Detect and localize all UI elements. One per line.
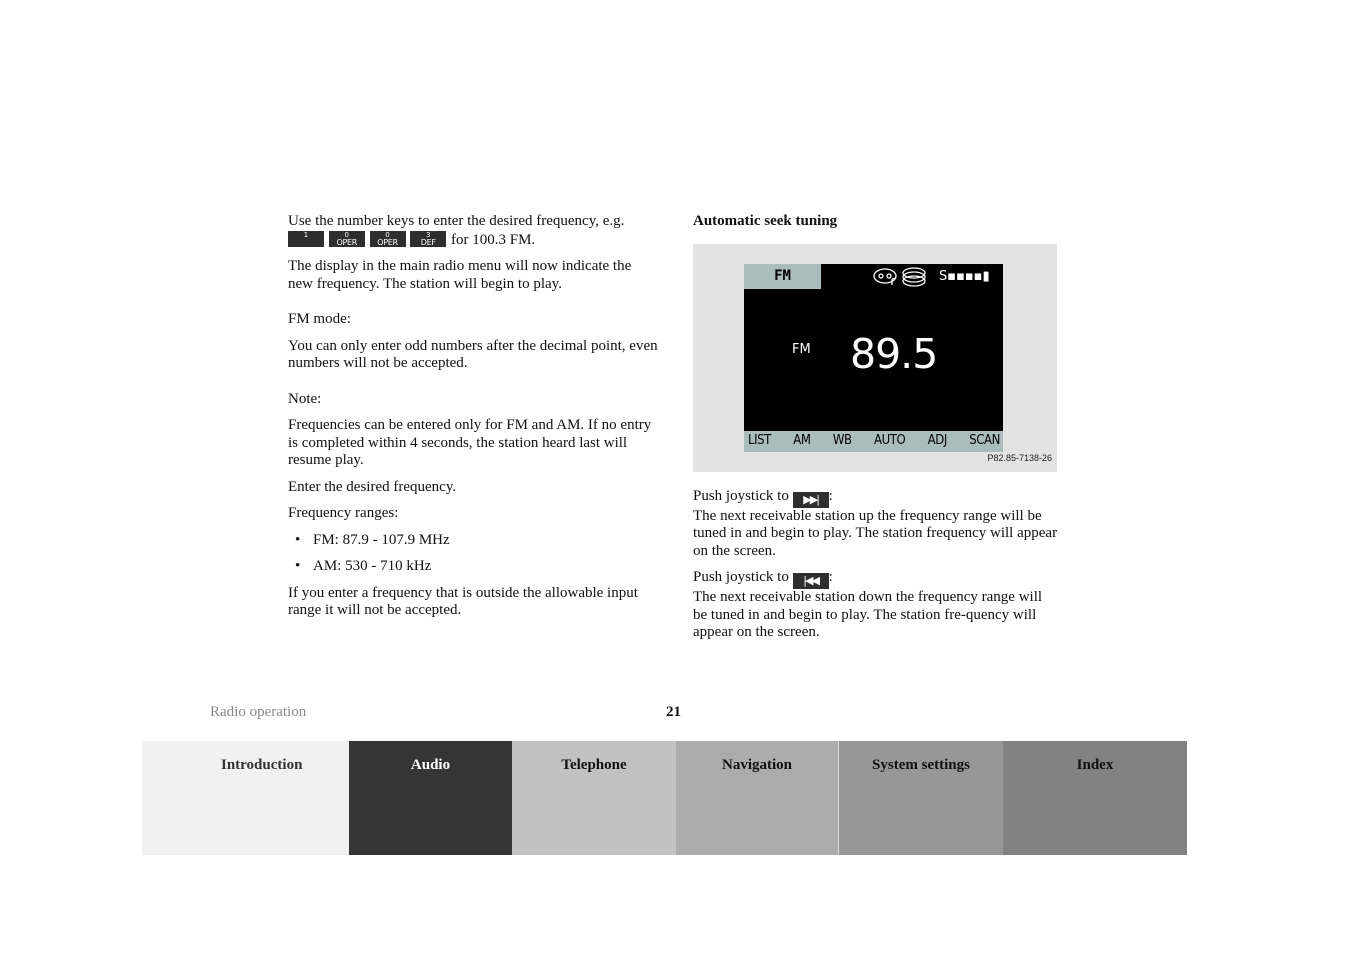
intro-text: Use the number keys to enter the desired frequency, e.g. xyxy=(288,213,625,229)
cassette-note-icon xyxy=(874,269,896,285)
key-0: 0 OPER xyxy=(370,231,406,247)
enter-frequency-text: Enter the desired frequency. xyxy=(288,478,457,495)
tab-index[interactable]: Index xyxy=(1003,741,1187,855)
ranges-label: Frequency ranges: xyxy=(288,505,399,521)
chapter-tabs xyxy=(142,741,1187,855)
list-item: • FM: 87.9 - 107.9 MHz xyxy=(295,531,450,548)
media-icons xyxy=(872,267,932,287)
list-item: • AM: 530 - 710 kHz xyxy=(295,558,432,574)
right-column xyxy=(693,213,1059,642)
bullet-icon: • xyxy=(295,531,301,548)
key-3: 3 DEF xyxy=(410,231,446,247)
radio-screen xyxy=(744,264,1003,452)
softkey-wb: WB xyxy=(832,433,852,449)
push-up-paragraph: Push joystick to ▶▶| : The next receivable station up the frequency range will be tuned in and begin to play. The station frequency will appear on the screen. xyxy=(693,487,1058,559)
display-paragraph: The display in the main radio menu will now indicate the new frequency. The station will begin to play. xyxy=(288,258,632,292)
intro-text-end: for 100.3 FM. xyxy=(451,231,536,248)
softkey-adj: ADJ xyxy=(927,433,947,449)
footer-section-title: Radio operation xyxy=(210,704,307,720)
radio-display-figure xyxy=(693,244,1057,472)
ranges-list xyxy=(288,532,658,576)
bullet-icon: • xyxy=(295,558,301,574)
left-column xyxy=(288,213,658,620)
note-label: Note: xyxy=(288,390,322,407)
softkey-bar xyxy=(744,431,1003,452)
tab-audio[interactable]: Audio xyxy=(349,741,512,855)
tab-system-settings[interactable]: System settings xyxy=(839,741,1003,855)
push-down-paragraph: Push joystick to |◀◀ : The next receivable station down the frequency range will be tuned in and begin to play. The station fre-quency will appear on the screen. xyxy=(693,569,1043,640)
page-number: 21 xyxy=(666,704,681,720)
fm-mode-label: FM mode: xyxy=(288,311,351,327)
softkey-auto: AUTO xyxy=(874,433,906,449)
tab-telephone[interactable]: Telephone xyxy=(512,741,676,855)
section-heading: Automatic seek tuning xyxy=(693,213,838,229)
note-text: Frequencies can be entered only for FM and AM. If no entry is completed within 4 seconds, the station heard last will resume play. xyxy=(288,417,652,468)
screen-band-tab: FM xyxy=(744,264,821,289)
key-0: 0 OPER xyxy=(329,231,365,247)
screen-frequency: 89.5 xyxy=(850,329,938,378)
cd-stack-icon xyxy=(903,268,925,286)
seek-forward-icon: ▶▶| xyxy=(793,492,829,508)
intro-paragraph xyxy=(288,213,658,249)
figure-code: P82.85-7138-26 xyxy=(987,453,1052,463)
tab-navigation[interactable]: Navigation xyxy=(676,741,839,855)
signal-strength-indicator: S▪▪▪▪▮ xyxy=(939,268,990,284)
fm-mode-text: You can only enter odd numbers after the decimal point, even numbers will not be accepted. xyxy=(288,337,658,371)
softkey-am: AM xyxy=(793,433,811,449)
key-1: 1 xyxy=(288,231,324,247)
screen-band-label: FM xyxy=(792,341,811,357)
outside-range-text: If you enter a frequency that is outside the allowable input range it will not be accepted. xyxy=(288,584,638,618)
softkey-list: LIST xyxy=(748,433,771,449)
seek-backward-icon: |◀◀ xyxy=(793,573,829,589)
tab-introduction[interactable]: Introduction xyxy=(142,741,349,855)
softkey-scan: SCAN xyxy=(969,433,1000,449)
